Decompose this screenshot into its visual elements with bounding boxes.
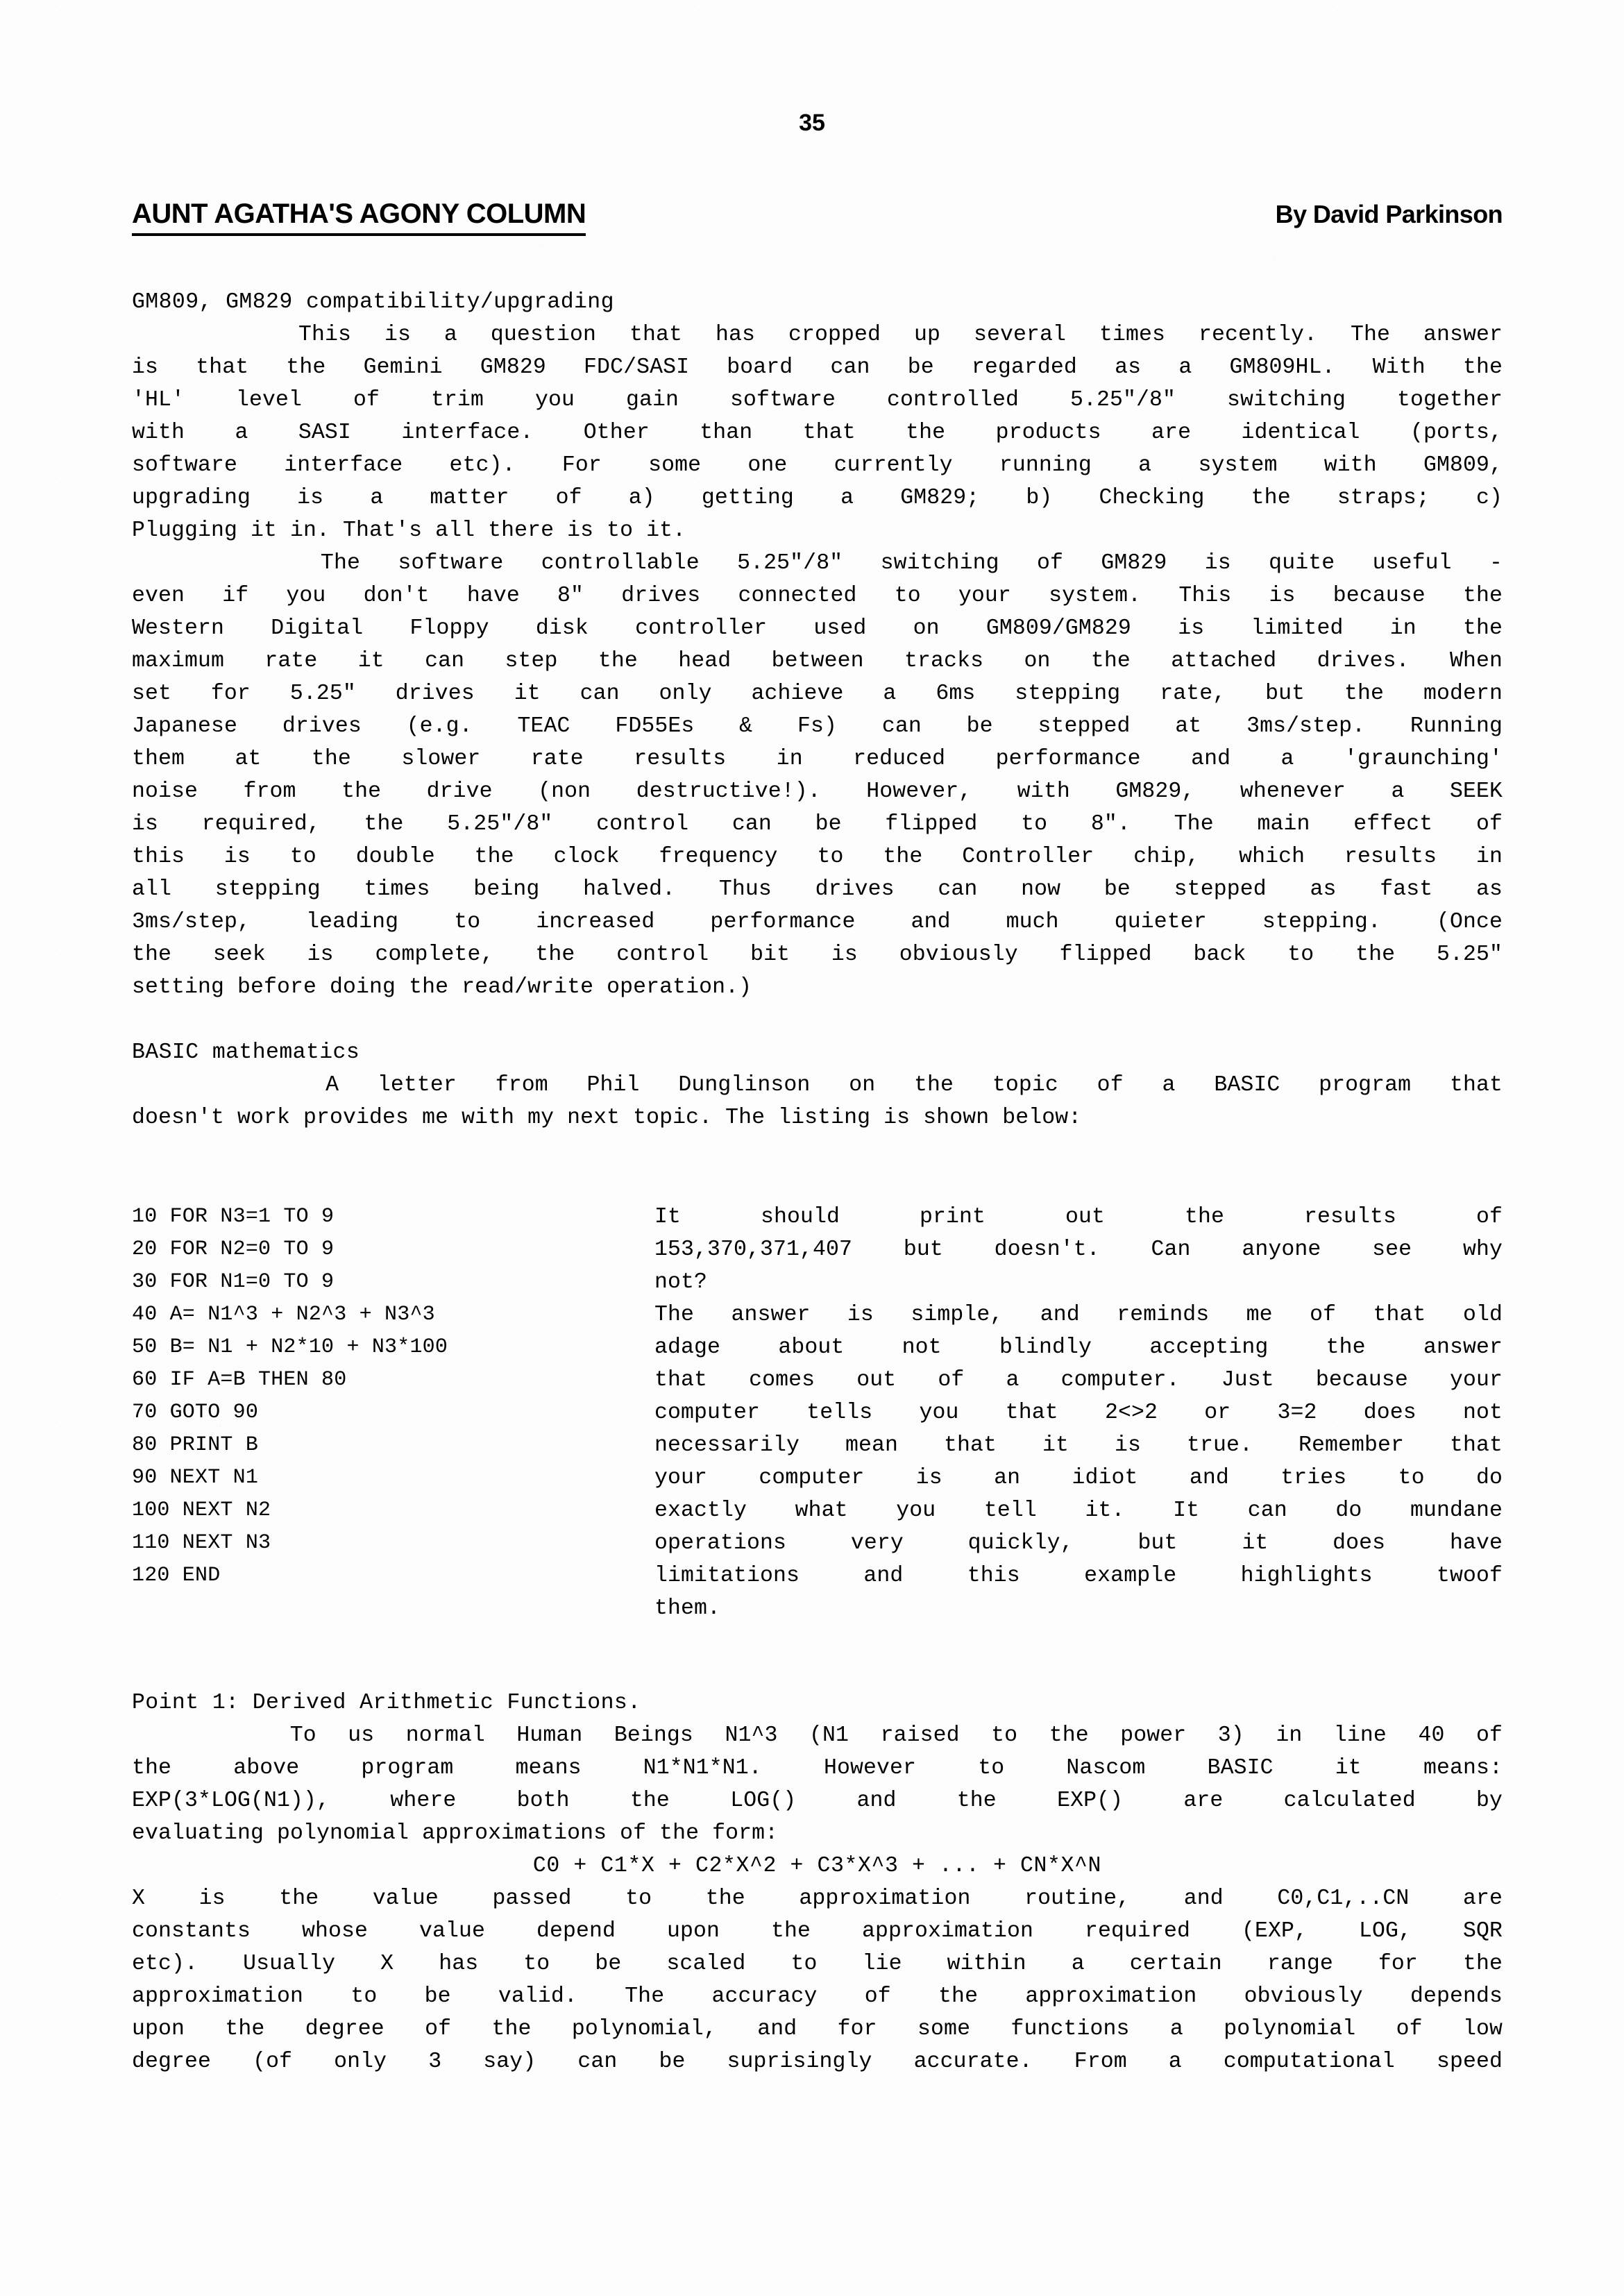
article-body-lower: [132, 1687, 1503, 2078]
byline-author: By David Parkinson: [1275, 200, 1503, 228]
masthead: [132, 199, 1503, 240]
text-line: 153,370,371,407 but doesn't. Can anyone see why: [654, 1238, 1503, 1262]
text-line: computer tells you that 2<>2 or 3=2 does not: [654, 1401, 1503, 1425]
text-line: The software controllable 5.25"/8" switching of GM829 is quite useful -: [132, 551, 1503, 575]
text-line: is that the Gemini GM829 FDC/SASI board can be regarded as a GM809HL. With the: [132, 355, 1503, 380]
text-line: operations very quickly, but it does have: [654, 1531, 1503, 1555]
subheading-point-1: Point 1: Derived Arithmetic Functions.: [132, 1691, 641, 1715]
text-line: This is a question that has cropped up several times recently. The answer: [132, 323, 1503, 347]
text-line: even if you don't have 8" drives connected to your system. This is because the: [132, 584, 1503, 608]
text-line: etc). Usually X has to be scaled to lie within a certain range for the: [132, 1952, 1503, 1976]
subheading-compatibility: GM809, GM829 compatibility/upgrading: [132, 290, 614, 314]
text-line: Western Digital Floppy disk controller used on GM809/GM829 is limited in the: [132, 616, 1503, 641]
text-line: all stepping times being halved. Thus drives can now be stepped as fast as: [132, 877, 1503, 902]
text-line: noise from the drive (non destructive!). However, with GM829, whenever a SEEK: [132, 779, 1503, 804]
listing-line: 80 PRINT B: [132, 1433, 259, 1457]
text-line: Plugging it in. That's all there is to it.: [132, 518, 686, 543]
paragraph-point1-b: [132, 1882, 1503, 2078]
text-line: them at the slower rate results in reduced performance and a 'graunching': [132, 747, 1503, 771]
text-line: not?: [654, 1270, 708, 1294]
text-line: 'HL' level of trim you gain software controlled 5.25"/8" switching together: [132, 388, 1503, 412]
text-line: this is to double the clock frequency to the Controller chip, which results in: [132, 845, 1503, 869]
text-line: the above program means N1*N1*N1. However to Nascom BASIC it means:: [132, 1756, 1503, 1780]
text-line: A letter from Phil Dunglinson on the topic of a BASIC program that: [132, 1073, 1503, 1097]
text-line: necessarily mean that it is true. Remember that: [654, 1433, 1503, 1458]
polynomial-formula: C0 + C1*X + C2*X^2 + C3*X^3 + ... + CN*X^N: [532, 1854, 1102, 1878]
basic-program-listing: [132, 1201, 611, 1592]
text-line: limitations and this example highlights twoof: [654, 1564, 1503, 1588]
text-line: exactly what you tell it. It can do mundane: [654, 1499, 1503, 1523]
text-line: constants whose value depend upon the approximation required (EXP, LOG, SQR: [132, 1919, 1503, 1943]
text-line: EXP(3*LOG(N1)), where both the LOG() and the EXP() are calculated by: [132, 1789, 1503, 1813]
column-title: AUNT AGATHA'S AGONY COLUMN: [132, 199, 586, 236]
page-number: 35: [799, 110, 825, 136]
listing-and-commentary: [132, 1201, 1503, 1621]
text-line: evaluating polynomial approximations of the form:: [132, 1821, 779, 1846]
text-line: set for 5.25" drives it can only achieve a 6ms stepping rate, but the modern: [132, 682, 1503, 706]
text-line: It should print out the results of: [654, 1205, 1503, 1229]
listing-line: 30 FOR N1=0 TO 9: [132, 1270, 335, 1294]
listing-line: 60 IF A=B THEN 80: [132, 1368, 347, 1392]
text-line: that comes out of a computer. Just because your: [654, 1368, 1503, 1392]
text-line: maximum rate it can step the head between tracks on the attached drives. When: [132, 649, 1503, 673]
text-line: upgrading is a matter of a) getting a GM829; b) Checking the straps; c): [132, 486, 1503, 510]
text-line: setting before doing the read/write operation.): [132, 975, 752, 999]
paragraph-basic-intro: [132, 1069, 1503, 1134]
text-line: with a SASI interface. Other than that the products are identical (ports,: [132, 421, 1503, 445]
text-line: 3ms/step, leading to increased performance and much quieter stepping. (Once: [132, 910, 1503, 934]
text-line: Japanese drives (e.g. TEAC FD55Es & Fs) can be stepped at 3ms/step. Running: [132, 714, 1503, 738]
text-line: software interface etc). For some one currently running a system with GM809,: [132, 453, 1503, 478]
text-line: The answer is simple, and reminds me of that old: [654, 1303, 1503, 1327]
listing-line: 20 FOR N2=0 TO 9: [132, 1238, 335, 1261]
article-body-upper: [132, 286, 1503, 1134]
paragraph-point1-a: [132, 1719, 1503, 1850]
text-line: degree (of only 3 say) can be suprisingly accurate. From a computational speed: [132, 2050, 1503, 2074]
listing-commentary: [654, 1201, 1503, 1625]
subheading-basic-mathematics: BASIC mathematics: [132, 1040, 360, 1065]
text-line: X is the value passed to the approximation routine, and C0,C1,..CN are: [132, 1886, 1503, 1911]
paragraph-compat-2: [132, 547, 1503, 1004]
text-line: doesn't work provides me with my next topic. The listing is shown below:: [132, 1106, 1082, 1130]
text-line: adage about not blindly accepting the answer: [654, 1335, 1503, 1360]
listing-line: 100 NEXT N2: [132, 1499, 271, 1522]
text-line: the seek is complete, the control bit is obviously flipped back to the 5.25": [132, 943, 1503, 967]
listing-line: 10 FOR N3=1 TO 9: [132, 1205, 335, 1229]
listing-line: 70 GOTO 90: [132, 1401, 259, 1424]
text-line: them.: [654, 1596, 721, 1621]
listing-line: 40 A= N1^3 + N2^3 + N3^3: [132, 1303, 435, 1326]
listing-line: 110 NEXT N3: [132, 1531, 271, 1555]
text-line: approximation to be valid. The accuracy of the approximation obviously depends: [132, 1984, 1503, 2009]
text-line: is required, the 5.25"/8" control can be flipped to 8". The main effect of: [132, 812, 1503, 836]
listing-line: 120 END: [132, 1564, 221, 1587]
section-gap: [132, 1004, 1503, 1036]
listing-line: 90 NEXT N1: [132, 1466, 259, 1489]
text-line: upon the degree of the polynomial, and for some functions a polynomial of low: [132, 2017, 1503, 2041]
paragraph-compat-1: [132, 319, 1503, 547]
text-line: To us normal Human Beings N1^3 (N1 raised to the power 3) in line 40 of: [132, 1723, 1503, 1748]
text-line: your computer is an idiot and tries to do: [654, 1466, 1503, 1490]
listing-line: 50 B= N1 + N2*10 + N3*100: [132, 1335, 448, 1359]
